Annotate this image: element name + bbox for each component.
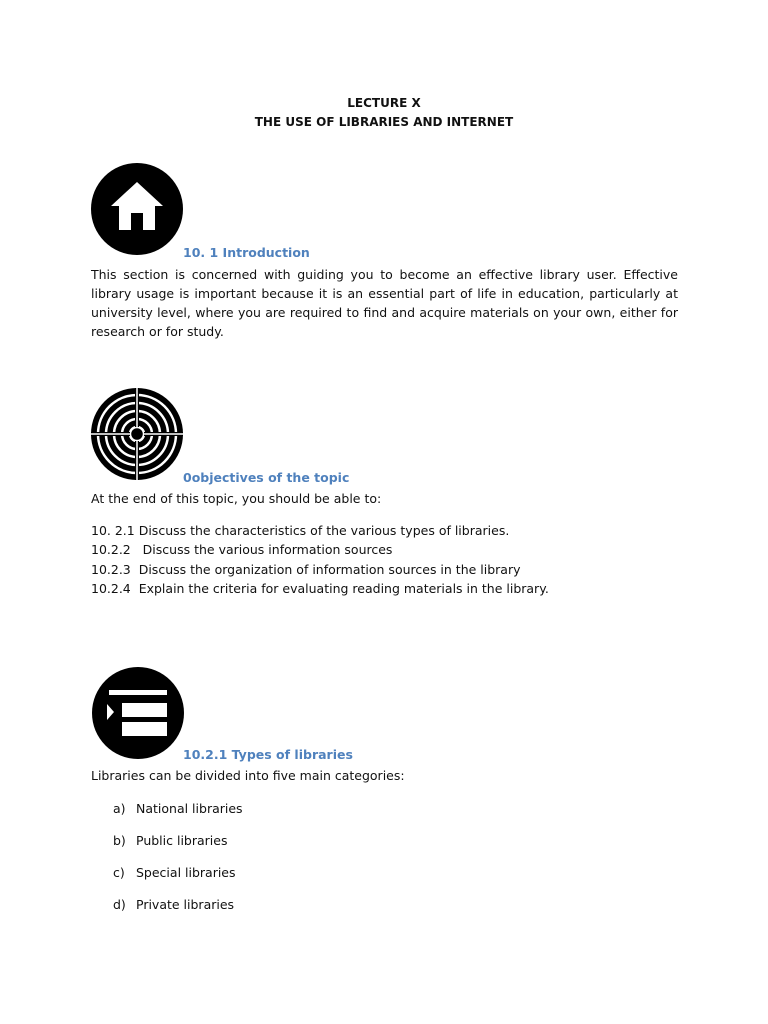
objective-item: 10. 2.1 Discuss the characteristics of the various types of libraries. bbox=[91, 523, 510, 538]
lecture-number: LECTURE X bbox=[347, 96, 421, 110]
home-icon bbox=[90, 162, 184, 256]
objective-item: 10.2.3 Discuss the organization of information sources in the library bbox=[91, 562, 521, 577]
types-heading: 10.2.1 Types of libraries bbox=[183, 747, 353, 762]
list-item-public: Public libraries bbox=[136, 833, 228, 848]
list-marker: a) bbox=[113, 801, 126, 816]
target-icon bbox=[90, 387, 184, 481]
list-item-private: Private libraries bbox=[136, 897, 235, 912]
list-item-national: National libraries bbox=[136, 801, 243, 816]
objectives-intro: At the end of this topic, you should be able to: bbox=[91, 491, 382, 506]
list-icon bbox=[91, 666, 185, 760]
introduction-heading: 10. 1 Introduction bbox=[183, 245, 310, 260]
types-intro: Libraries can be divided into five main categories: bbox=[91, 768, 405, 783]
list-marker: b) bbox=[113, 833, 126, 848]
list-marker: d) bbox=[113, 897, 126, 912]
list-item-special: Special libraries bbox=[136, 865, 236, 880]
lecture-title: THE USE OF LIBRARIES AND INTERNET bbox=[254, 115, 514, 129]
objective-item: 10.2.2 Discuss the various information sources bbox=[91, 542, 393, 557]
objectives-heading: 0objectives of the topic bbox=[183, 470, 350, 485]
introduction-paragraph: This section is concerned with guiding you to become an effective library user. Effective library usage is important because it is an essential part of life in education, particularly at university level, where you are required to find and acquire materials on your own, either for research or for study. bbox=[91, 267, 678, 339]
objective-item: 10.2.4 Explain the criteria for evaluating reading materials in the library. bbox=[91, 581, 549, 596]
list-marker: c) bbox=[113, 865, 125, 880]
